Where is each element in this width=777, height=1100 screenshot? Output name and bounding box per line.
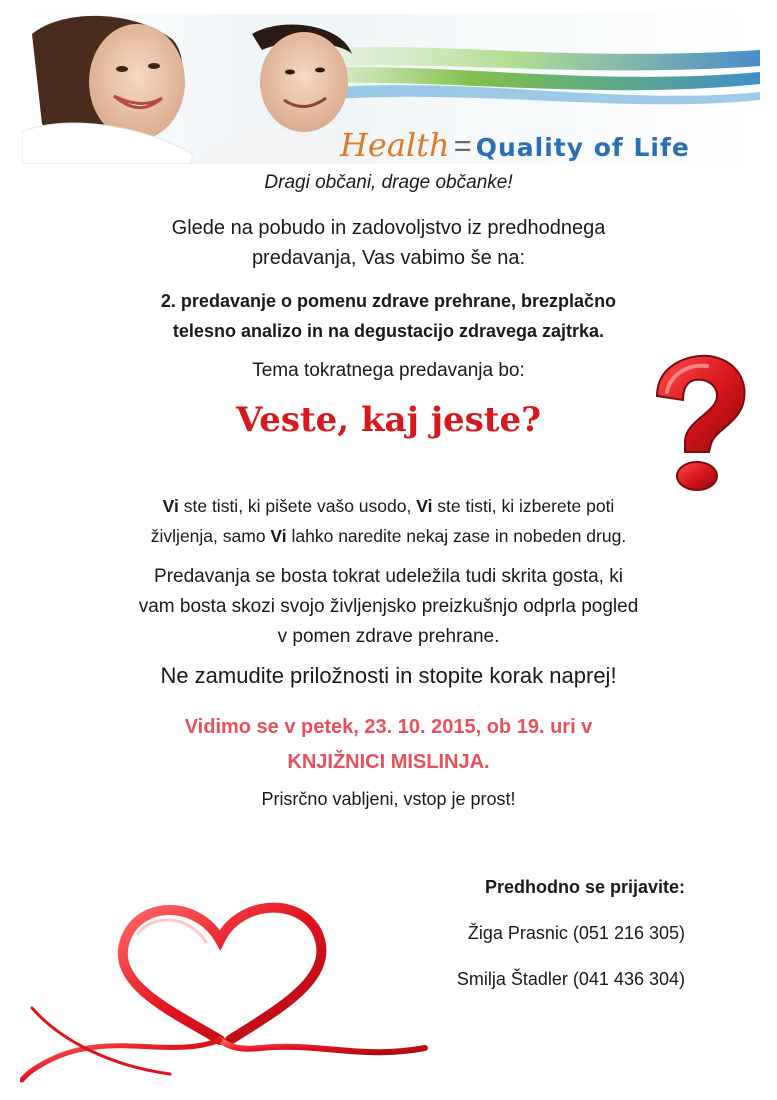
event-line: telesno analizo in na degustacijo zdravega zajtrka. — [172, 321, 605, 341]
intro-line: Glede na pobudo in zadovoljstvo iz predhodnega — [171, 217, 606, 239]
vi-paragraph — [0, 491, 777, 551]
vi-line — [0, 491, 777, 521]
topic-headline: Veste, kaj jeste? — [235, 400, 542, 440]
date-location — [0, 710, 777, 780]
question-mark-icon — [643, 352, 753, 492]
registration-contacts — [457, 874, 685, 1012]
heart-ribbon-icon — [20, 890, 430, 1090]
guests-paragraph — [0, 562, 777, 652]
slogan-quality-of-life: Quality of Life — [475, 133, 690, 162]
guests-line: vam bosta skozi svojo življenjsko preizkušnjo odprla pogled — [138, 596, 639, 617]
vi-line — [0, 521, 777, 551]
event-description — [0, 286, 777, 346]
event-line: 2. predavanje o pomenu zdrave prehrane, brezplačno — [160, 291, 617, 311]
guests-line: v pomen zdrave prehrane. — [277, 626, 500, 647]
welcome-note: Prisrčno vabljeni, vstop je prost! — [261, 789, 516, 809]
banner-slogan — [340, 126, 690, 164]
greeting: Dragi občani, drage občanke! — [264, 172, 513, 193]
vi-text: življenja, samo — [150, 526, 271, 546]
emphasis-vi: Vi — [162, 496, 179, 516]
emphasis-vi: Vi — [416, 496, 433, 516]
emphasis-vi: Vi — [270, 526, 287, 546]
contacts-title: Predhodno se prijavite: — [484, 877, 685, 897]
contact-person: Žiga Prasnic (051 216 305) — [467, 923, 685, 943]
date-line: Vidimo se v petek, 23. 10. 2015, ob 19. uri v — [184, 716, 593, 738]
location-line: KNJIŽNICI MISLINJA. — [287, 751, 490, 773]
slogan-equals: = — [453, 128, 472, 163]
header-banner — [22, 14, 760, 164]
intro-paragraph — [0, 213, 777, 273]
guests-line: Predavanja se bosta tokrat udeležila tudi skrita gosta, ki — [154, 566, 623, 587]
vi-text: ste tisti, ki pišete vašo usodo, — [178, 496, 417, 516]
intro-line: predavanja, Vas vabimo še na: — [251, 247, 526, 269]
slogan-health: Health — [340, 126, 450, 164]
call-to-action: Ne zamudite priložnosti in stopite korak naprej! — [160, 663, 617, 688]
contact-person: Smilja Štadler (041 436 304) — [456, 969, 685, 989]
vi-text: lahko naredite nekaj zase in nobeden drug. — [286, 526, 627, 546]
topic-intro: Tema tokratnega predavanja bo: — [252, 360, 525, 381]
vi-text: ste tisti, ki izberete poti — [432, 496, 615, 516]
